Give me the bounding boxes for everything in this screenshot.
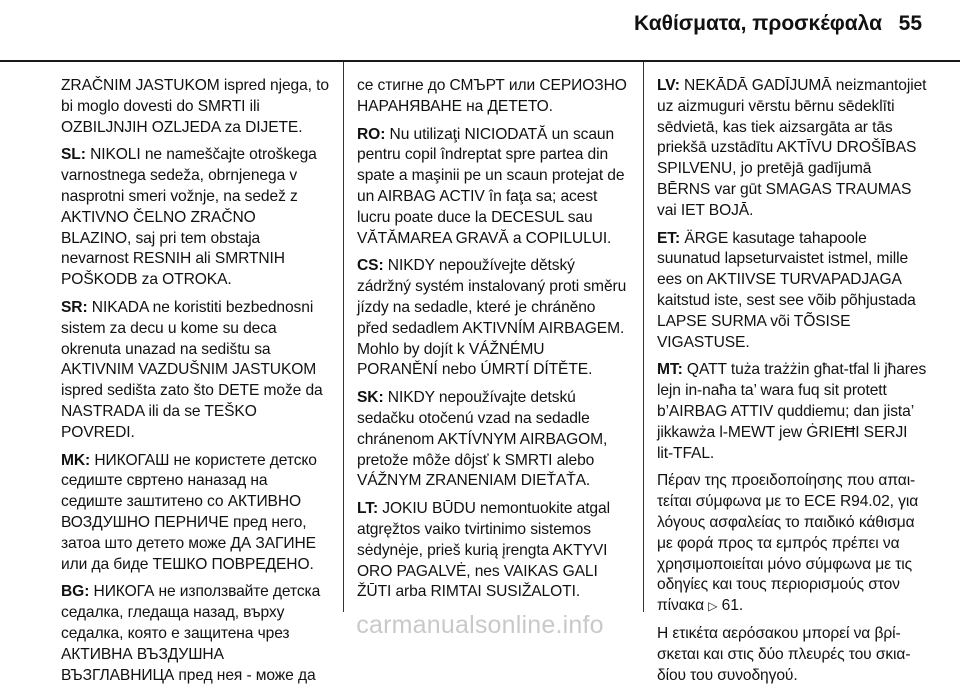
language-code: MK:: [61, 451, 91, 469]
language-code: SL:: [61, 146, 86, 164]
column-divider: [643, 62, 644, 612]
paragraph-sr: SR: NIKADA ne koristiti bezbednosni sistem za decu u kome su deca okrenuta unazad na sedištu sa AKTIVNIM VAZDUŠNIM JASTUKOM ispred sedišta zato što DETE može da NASTRADA ili da se TEŠKO POVREDI.: [61, 298, 323, 441]
language-code: LV:: [657, 77, 680, 94]
language-code: SK:: [357, 389, 384, 407]
paragraph-sk: SK: NIKDY nepoužívajte detskú sedačku otočenú vzad na sedadle chránenom AKTÍVNYM AIRBAGOM, pretože môže dôjsť k SMRTI alebo VÁŽNYM ZRANENIAM DIEŤAŤA.: [357, 389, 608, 490]
paragraph: се стигне до СМЪРТ или СЕРИОЗНО НАРАНЯВАНЕ на ДЕТЕТО.: [357, 77, 627, 115]
paragraph-cs: CS: NIKDY nepoužívejte dětský zádržný systém instalovaný proti směru jízdy na sedadle, které je chráněno před sedadlem AKTIVNÍM AIRBAGEM. Mohlo by dojít k VÁŽNÉMU PORANĚNÍ nebo ÚMRTÍ DÍTĚTE.: [357, 257, 627, 379]
paragraph: ZRAČNIM JASTUKOM ispred njega, to bi moglo dovesti do SMRTI ili OZBILJNJIH OZLJEDA za DIJETE.: [61, 77, 329, 136]
paragraph-el: Πέραν της προειδοποίησης που απαι- τείται σύμφωνα με το ECE R94.02, για λόγους ασφαλείας το παιδικό κάθισμα με φορά προς τα εμπρός πρέπει να χρησιμοποιείται μόνο σύμφωνα με τις οδηγίες και τους περιορισμούς στον πίνακα ▷ 61.: [657, 472, 919, 615]
paragraph-bg: BG: НИКОГА не използвайте детска седалка, гледаща назад, върху седалка, която е защитена чрез АКТИВНА ВЪЗДУШНА ВЪЗГЛАВНИЦА пред нея - може да: [61, 583, 321, 684]
paragraph-mk: MK: НИКОГАШ не користете детско седиште свртено наназад на седиште заштитено со АКТИВНО ВОЗДУШНО ПЕРНИЧЕ пред него, затоа што детето може ДА ЗАГИНЕ или да биде ТЕШКО ПОВРЕДЕНО.: [61, 451, 317, 573]
paragraph-ro: RO: Nu utilizaţi NICIODATĂ un scaun pentru copil îndreptat spre partea din spate a maşinii pe un scaun protejat de un AIRBAG ACTIV în faţa sa; acest lucru poate duce la DECESUL sau VĂTĂMAREA GRAVĂ a COPILULUI.: [357, 125, 625, 247]
page-reference-arrow-icon: ▷: [708, 599, 718, 614]
text-column-2: [357, 76, 629, 610]
watermark: carmanualsonline.info: [356, 611, 604, 639]
paragraph-el-2: Η ετικέτα αερόσακου μπορεί να βρί- σκεται και στις δύο πλευρές του σκια- δίου του συνοδηγού.: [657, 624, 911, 684]
text-column-1: [61, 76, 329, 693]
paragraph-et: ET: ÄRGE kasutage tahapoole suunatud lapseturvaistet istmel, mille ees on AKTIIVSE TURVAPADJAGA kaitstud iste, sest see võib põhjustada LAPSE SURMA või TÕSISE VIGASTUSE.: [657, 229, 916, 351]
language-code: SR:: [61, 298, 88, 316]
page-reference-link[interactable]: 61.: [721, 597, 744, 615]
paragraph-lv: LV: NEKĀDĀ GADĪJUMĀ neizmantojiet uz aizmuguri vērstu bērnu sēdeklīti sēdvietā, kas tiek aizsargāta ar tās priekšā uzstādītu AKTĪVU DROŠĪBAS SPILVENU, jo pretējā gadījumā BĒRNS var gūt SMAGAS TRAUMAS vai IET BOJĀ.: [657, 77, 927, 219]
paragraph-sl: SL: NIKOLI ne nameščajte otroškega varnostnega sedeža, obrnjenega v nasprotni smeri vožnje, na sedež z AKTIVNO ČELNO ZRAČNO BLAZINO, saj pri tem obstaja nevarnost RESNIH ali SMRTNIH POŠKODB za OTROKA.: [61, 146, 317, 289]
page-title: Καθίσματα, προσκέφαλα: [634, 12, 882, 35]
column-divider: [343, 62, 344, 612]
language-code: BG:: [61, 583, 90, 601]
text-column-3: [657, 76, 927, 693]
language-code: MT:: [657, 361, 683, 379]
paragraph-lt: LT: JOKIU BŪDU nemontuokite atgal atgręžtos vaiko tvirtinimo sistemos sėdynėje, prieš kurią įrengta AKTYVI ORO PAGALVĖ, nes VAIKAS GALI ŽŪTI arba RIMTAI SUSIŽALOTI.: [357, 500, 610, 601]
language-code: RO:: [357, 125, 386, 143]
language-code: LT:: [357, 500, 379, 518]
page-number: 55: [898, 12, 922, 35]
paragraph-mt: MT: QATT tuża trażżin għat-tfal li jħares lejn in-naħa ta’ wara fuq sit protett b’AIRBAG ATTIV quddiemu; dan jista’ jikkawża l-MEWT jew ĠRIEĦI SERJI lit-TFAL.: [657, 361, 927, 462]
page-header: [0, 0, 960, 62]
language-code: CS:: [357, 257, 384, 275]
language-code: ET:: [657, 229, 681, 247]
